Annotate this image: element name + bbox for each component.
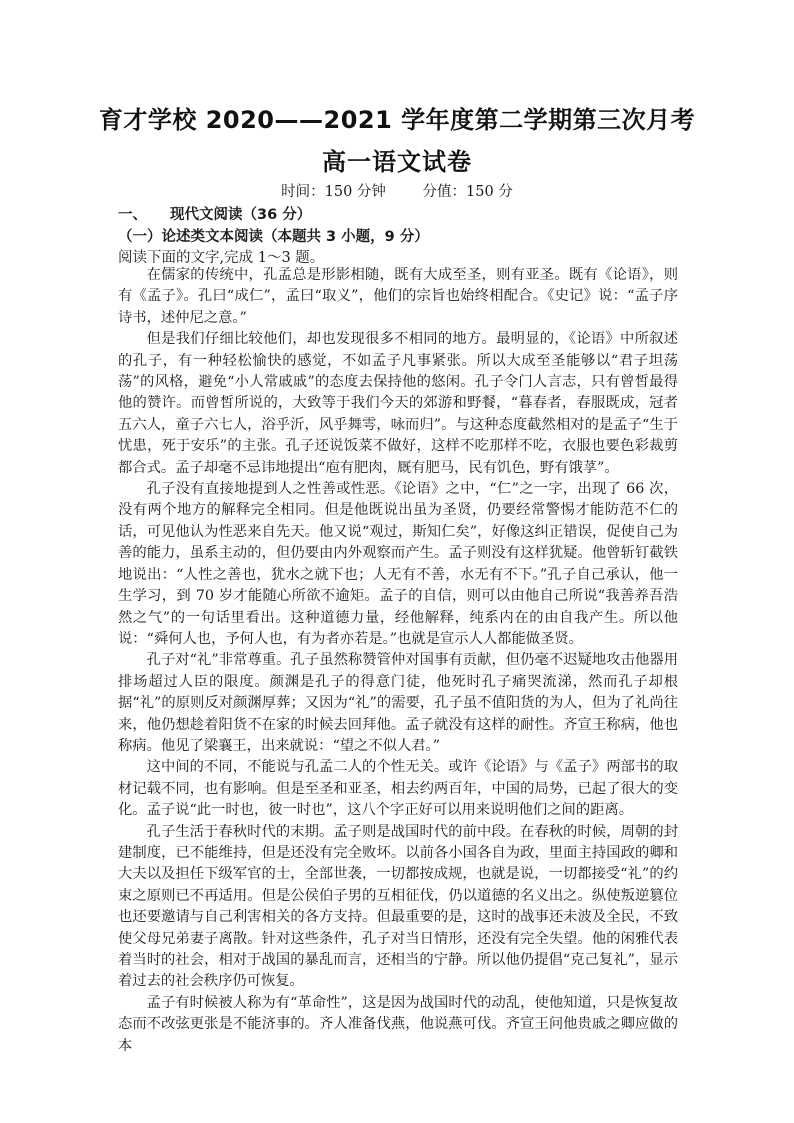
passage-paragraph: 孔子对“礼”非常尊重。孔子虽然称赞管仲对国事有贡献，但仍毫不迟疑地攻击他器用排场超过人臣的限度。颜渊是孔子的得意门徒，他死时孔子痛哭流涕，然而孔子却根据“礼”的原则反对颜渊厚葬；又因为“礼”的需要，孔子虽不值阳货的为人，但为了礼尚往来，他仍想趁着阳货不在家的时候去回拜他。孟子就没有这样的耐性。齐宣王称病，他也称病。他见了梁襄王，出来就说：“望之不似人君。” xyxy=(118,652,678,754)
passage-paragraph: 孔子没有直接地提到人之性善或性恶。《论语》之中，“仁”之一字，出现了 66 次，没有两个地方的解释完全相同。但是他既说出虽为圣贤，仍要经常警惕才能防范不仁的话，可见他认为性恶来自先天。他又说“观过，斯知仁矣”，好像这纠正错误，促使自己为善的能力，虽系主动的，但仍要由内外观察而产生。孟子则没有这样犹疑。他曾斩钉截铁地说出：“人性之善也，犹水之就下也；人无有不善，水无有不下。”孔子自己承认，他一生学习，到 70 岁才能随心所欲不逾矩。孟子的自信，则可以由他自己所说“我善养吾浩然之气”的一句话里看出。这种道德力量，经他解释，纯系内在的由自我产生。所以他说：“舜何人也，予何人也，有为者亦若是。”也就是宣示人人都能做圣贤。 xyxy=(118,481,678,647)
section-title: 现代文阅读（36 分） xyxy=(170,207,312,223)
reading-passage xyxy=(118,265,678,1057)
exam-time: 时间：150 分钟 xyxy=(281,184,386,200)
section-heading xyxy=(118,203,311,224)
exam-meta xyxy=(0,180,794,201)
passage-paragraph: 但是我们仔细比较他们，却也发现很多不相同的地方。最明显的，《论语》中所叙述的孔子，有一种轻松愉快的感觉，不如孟子凡事紧张。所以大成至圣能够以“君子坦荡荡”的风格，避免“小人常戚戚”的态度去保持他的悠闲。孔子令门人言志，只有曾皙最得他的赞许。而曾皙所说的，大致等于我们今天的郊游和野餐，“暮春者，春服既成，冠者五六人，童子六七人，浴乎沂，风乎舞雩，咏而归”。与这种态度截然相对的是孟子“生于忧患，死于安乐”的主张。孔子还说饭菜不做好，这样不吃那样不吃，衣服也要色彩裁剪都合式。孟子却毫不忌讳地提出“庖有肥肉，厩有肥马，民有饥色，野有饿莩”。 xyxy=(118,331,678,476)
passage-paragraph: 在儒家的传统中，孔孟总是形影相随，既有大成至圣，则有亚圣。既有《论语》，则有《孟子》。孔曰“成仁”，孟曰“取义”，他们的宗旨也始终相配合。《史记》说：“孟子序诗书，述仲尼之意。” xyxy=(118,267,678,326)
exam-title: 育才学校 2020——2021 学年度第二学期第三次月考 xyxy=(98,106,696,134)
reading-instruction: 阅读下面的文字,完成 1～3 题。 xyxy=(118,250,325,266)
section-number: 一、 xyxy=(118,207,147,223)
exam-score: 分值：150 分 xyxy=(422,184,513,200)
exam-subtitle: 高一语文试卷 xyxy=(322,148,472,176)
passage-paragraph: 孟子有时候被人称为有“革命性”，这是因为战国时代的动乱，使他知道，只是恢复故态而不改弦更张是不能济事的。齐人准备伐燕，他说燕可伐。齐宣王问他贵戚之卿应做的本 xyxy=(118,994,678,1054)
passage-paragraph: 这中间的不同，不能说与孔孟二人的个性无关。或许《论语》与《孟子》两部书的取材记载不同，也有影响。但是至圣和亚圣，相去约两百年，中国的局势，已起了很大的变化。孟子说“此一时也，彼一时也”，这八个字正好可以用来说明他们之间的距离。 xyxy=(118,759,678,819)
subsection-heading: （一）论述类文本阅读（本题共 3 小题，9 分） xyxy=(118,229,429,245)
passage-paragraph: 孔子生活于春秋时代的末期。孟子则是战国时代的前中段。在春秋的时候，周朝的封建制度，已不能维持，但是还没有完全败坏。以前各小国各自为政，里面主持国政的卿和大夫以及担任下级军官的士，全部世袭，一切都按成规，也就是说，一切都接受“礼”的约束之原则已不再适用。但是公侯伯子男的互相征伐，仍以道德的名义出之。纵使叛逆篡位也还要邀请与自己利害相关的各方支持。但最重要的是，这时的战事还未波及全民，不致使父母兄弟妻子离散。针对这些条件，孔子对当日情形，还没有完全失望。他的闲雅代表着当时的社会，相对于战国的暴乱而言，还相当的宁静。所以他仍提倡“克己复礼”，显示着过去的社会秩序仍可恢复。 xyxy=(118,823,678,990)
